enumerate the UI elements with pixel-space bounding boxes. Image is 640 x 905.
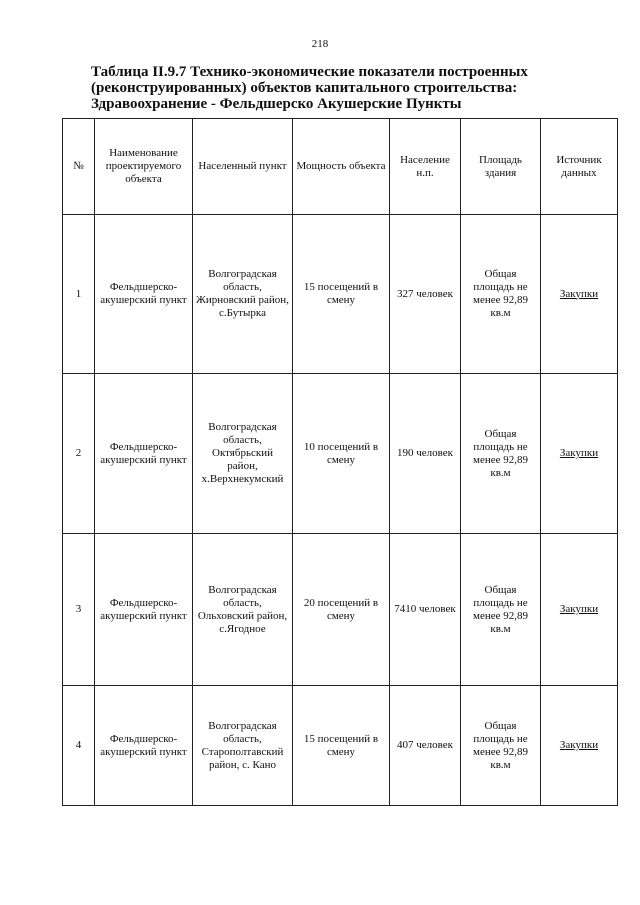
table-row <box>63 534 618 686</box>
source-link[interactable]: Закупки <box>559 603 599 615</box>
header-population: Население н.п. <box>390 119 461 215</box>
row-population: 407 человек <box>390 686 461 806</box>
row-num: 2 <box>63 374 95 534</box>
row-num: 1 <box>63 215 95 374</box>
source-link[interactable]: Закупки <box>559 447 599 459</box>
row-name: Фельдшерско-акушерский пункт <box>95 215 193 374</box>
header-capacity: Мощность объекта <box>293 119 390 215</box>
row-name: Фельдшерско-акушерский пункт <box>95 374 193 534</box>
header-name: Наименование проектируемого объекта <box>95 119 193 215</box>
row-name: Фельдшерско-акушерский пункт <box>95 686 193 806</box>
table-row <box>63 686 618 806</box>
row-population: 327 человек <box>390 215 461 374</box>
table-row <box>63 374 618 534</box>
row-area: Общая площадь не менее 92,89 кв.м <box>461 215 541 374</box>
row-area: Общая площадь не менее 92,89 кв.м <box>461 534 541 686</box>
row-capacity: 15 посещений в смену <box>293 215 390 374</box>
row-capacity: 10 посещений в смену <box>293 374 390 534</box>
row-source-cell <box>541 215 618 374</box>
row-num: 3 <box>63 534 95 686</box>
row-locality: Волгоградская область, Жирновский район, с.Бутырка <box>193 215 293 374</box>
table-row <box>63 215 618 374</box>
row-name: Фельдшерско-акушерский пункт <box>95 534 193 686</box>
header-row <box>63 119 618 215</box>
row-area: Общая площадь не менее 92,89 кв.м <box>461 686 541 806</box>
header-locality: Населенный пункт <box>193 119 293 215</box>
table-title: Таблица II.9.7 Технико-экономические показатели построенных (реконструированных) объектов капитального строительства: Здравоохранение - Фельдшерско Акушерские Пункты <box>91 64 528 112</box>
page-number: 218 <box>311 38 329 50</box>
row-capacity: 15 посещений в смену <box>293 686 390 806</box>
row-locality: Волгоградская область, Октябрьский район, х.Верхнекумский <box>193 374 293 534</box>
row-population: 190 человек <box>390 374 461 534</box>
data-table <box>62 118 618 806</box>
header-source: Источник данных <box>541 119 618 215</box>
source-link[interactable]: Закупки <box>559 287 599 300</box>
header-num: № <box>63 119 95 215</box>
row-source-cell <box>541 534 618 686</box>
row-locality: Волгоградская область, Старополтавский район, с. Кано <box>193 686 293 806</box>
row-source-cell <box>541 686 618 806</box>
row-locality: Волгоградская область, Ольховский район, с.Ягодное <box>193 534 293 686</box>
row-population: 7410 человек <box>390 534 461 686</box>
row-area: Общая площадь не менее 92,89 кв.м <box>461 374 541 534</box>
row-num: 4 <box>63 686 95 806</box>
header-area: Площадь здания <box>461 119 541 215</box>
source-link[interactable]: Закупки <box>559 739 599 751</box>
row-capacity: 20 посещений в смену <box>293 534 390 686</box>
row-source-cell <box>541 374 618 534</box>
